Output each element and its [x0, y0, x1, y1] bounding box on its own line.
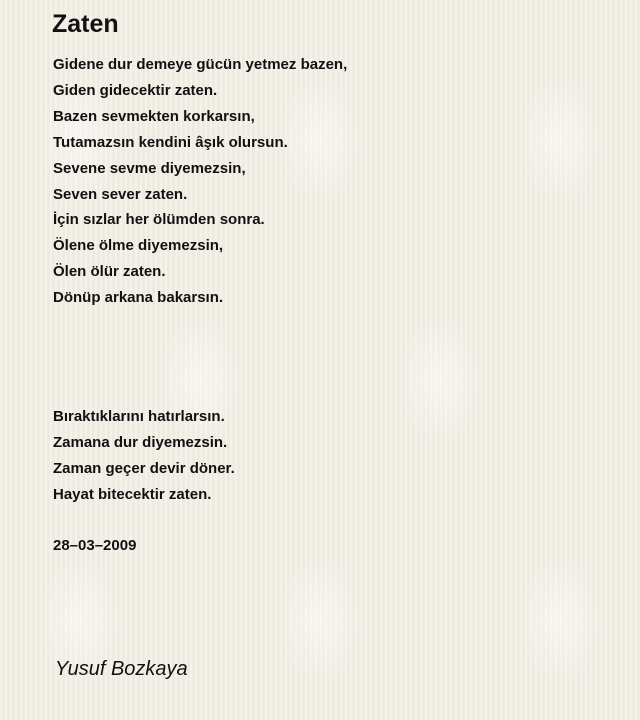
poem-line: Bıraktıklarını hatırlarsın.: [53, 408, 225, 426]
poem-line: Bazen sevmekten korkarsın,: [53, 107, 255, 125]
poem-body: [53, 52, 347, 559]
poem-line: Gidene dur demeye gücün yetmez bazen,: [53, 56, 348, 73]
poem-line: Zaman geçer devir döner.: [53, 459, 235, 477]
stanza-2: [53, 404, 347, 508]
poem-line: Zamana dur diyemezsin.: [53, 433, 228, 451]
poem-line: Giden gidecektir zaten.: [53, 81, 218, 99]
poem-line: Tutamazsın kendini âşık olursun.: [53, 133, 288, 151]
poem-line: Ölen ölür zaten.: [53, 263, 166, 281]
poem-title: Zaten: [52, 10, 119, 38]
poem-line: Sevene sevme diyemezsin,: [53, 159, 246, 177]
poem-line: Seven sever zaten.: [53, 185, 188, 203]
stanza-1: [53, 52, 347, 311]
poem-line: Dönüp arkana bakarsın.: [53, 289, 224, 307]
poem-line: Hayat bitecektir zaten.: [53, 485, 212, 503]
poem-line: Ölene ölme diyemezsin,: [53, 237, 224, 255]
stanza-gap: [53, 311, 347, 404]
poem-date: 28–03–2009: [53, 536, 137, 554]
author-name: Yusuf Bozkaya: [55, 658, 188, 680]
poem-line: İçin sızlar her ölümden sonra.: [53, 211, 265, 229]
